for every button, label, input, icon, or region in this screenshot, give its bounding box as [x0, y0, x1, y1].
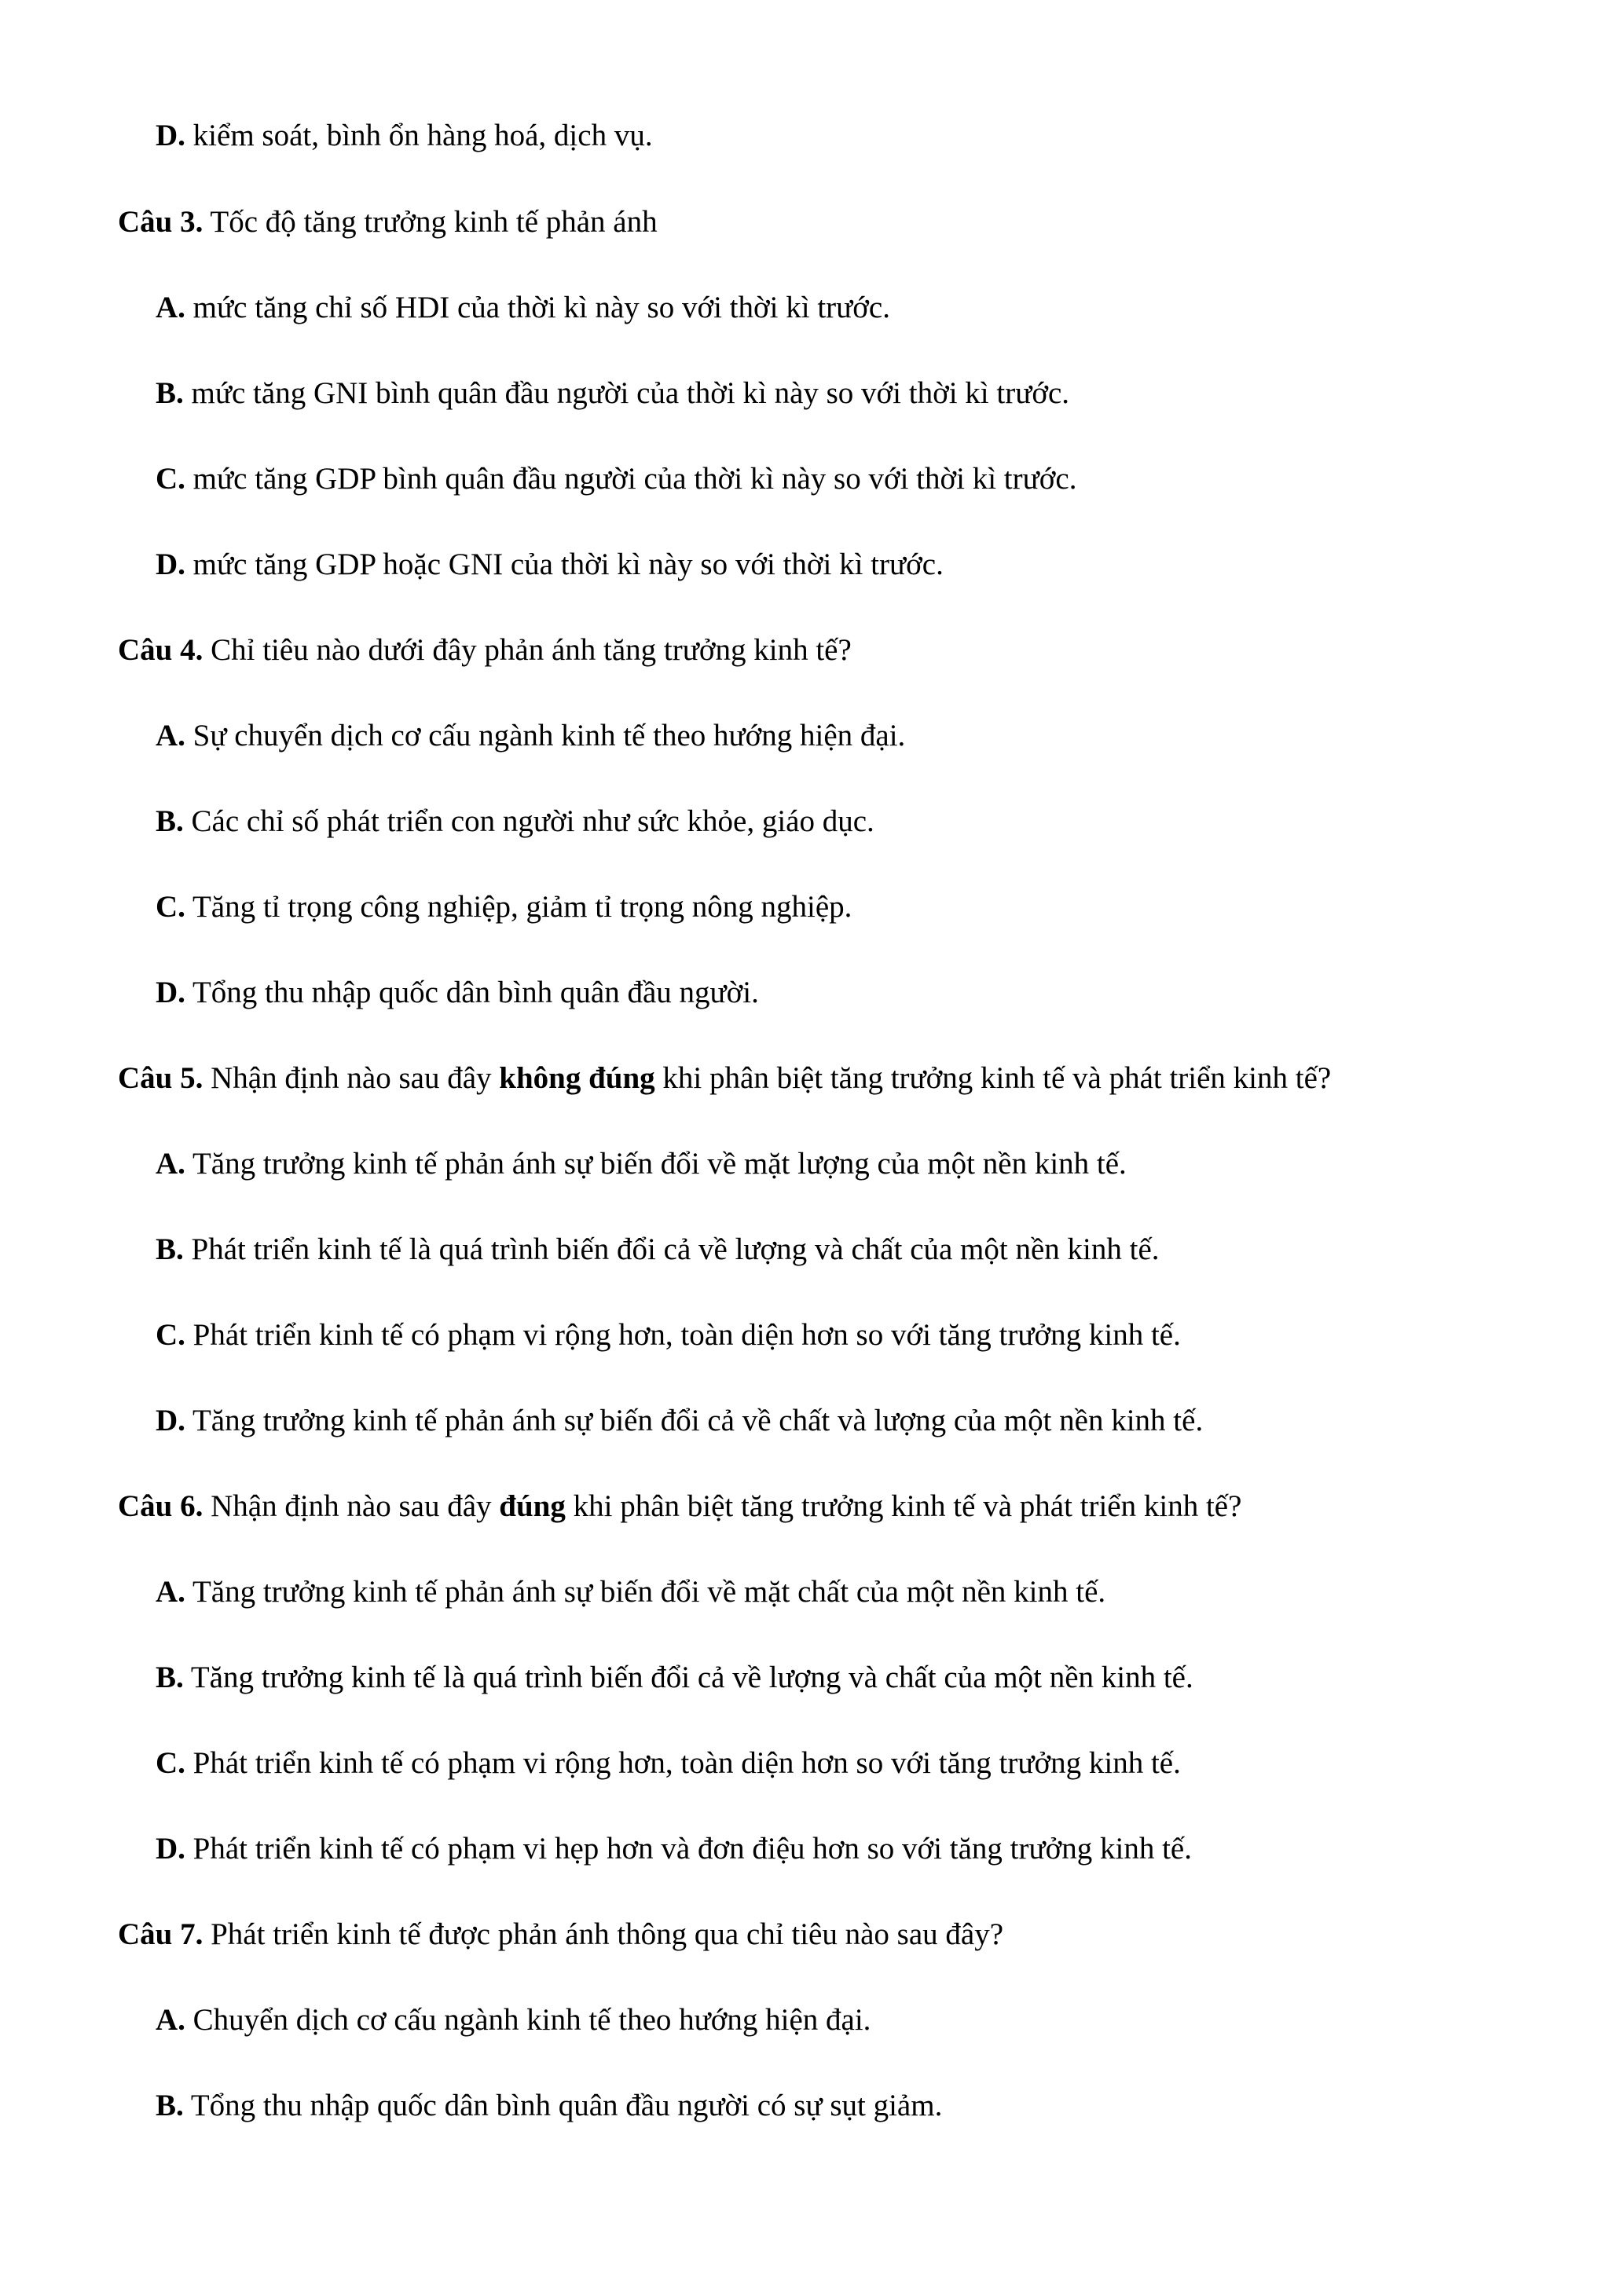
answer-option — [156, 1316, 1181, 1355]
option-label: D. — [156, 1832, 185, 1866]
option-label: D. — [156, 1404, 185, 1437]
answer-option — [156, 802, 874, 841]
answer-option — [156, 1829, 1192, 1869]
answer-option — [156, 888, 852, 927]
answer-option — [156, 973, 759, 1013]
question-text-before: Nhận định nào sau đây — [211, 1489, 492, 1523]
option-text: Phát triển kinh tế có phạm vi rộng hơn, toàn diện hơn so với tăng trưởng kinh tế. — [192, 1318, 1181, 1352]
answer-option — [156, 716, 905, 756]
option-text: Tăng trưởng kinh tế phản ánh sự biến đổi về mặt lượng của một nền kinh tế. — [192, 1147, 1127, 1181]
question-label: Câu 4. — [118, 633, 203, 667]
option-label: A. — [156, 2003, 185, 2037]
question-label: Câu 3. — [118, 205, 203, 239]
answer-option — [156, 545, 944, 584]
option-text: Tổng thu nhập quốc dân bình quân đầu người có sự sụt giảm. — [190, 2089, 943, 2122]
answer-option — [156, 1401, 1203, 1441]
option-label: C. — [156, 462, 185, 496]
option-text: Tăng trưởng kinh tế phản ánh sự biến đổi về mặt chất của một nền kinh tế. — [192, 1575, 1106, 1609]
option-text: Tổng thu nhập quốc dân bình quân đầu người. — [192, 976, 759, 1009]
option-label: A. — [156, 1147, 185, 1181]
option-label: B. — [156, 376, 184, 410]
question-heading — [118, 631, 852, 670]
option-label: D. — [156, 976, 185, 1009]
option-label: D. — [156, 547, 185, 581]
answer-option — [156, 1144, 1127, 1184]
option-label: B. — [156, 1232, 184, 1266]
option-text: kiểm soát, bình ổn hàng hoá, dịch vụ. — [192, 119, 653, 152]
option-label: C. — [156, 1746, 185, 1780]
option-label: A. — [156, 719, 185, 753]
question-text-after: khi phân biệt tăng trưởng kinh tế và phát triển kinh tế? — [573, 1489, 1242, 1523]
option-label: C. — [156, 1318, 185, 1352]
question-text-after: khi phân biệt tăng trưởng kinh tế và phát triển kinh tế? — [662, 1061, 1332, 1095]
answer-option — [156, 288, 890, 328]
option-text: Tăng trưởng kinh tế là quá trình biến đổi cả về lượng và chất của một nền kinh tế. — [190, 1661, 1193, 1694]
option-text: Tăng tỉ trọng công nghiệp, giảm tỉ trọng nông nghiệp. — [192, 890, 852, 924]
option-text: mức tăng GNI bình quân đầu người của thời kì này so với thời kì trước. — [191, 376, 1070, 410]
question-label: Câu 7. — [118, 1917, 203, 1951]
option-text: Sự chuyển dịch cơ cấu ngành kinh tế theo hướng hiện đại. — [192, 719, 906, 753]
option-label: B. — [156, 804, 184, 838]
option-label: B. — [156, 1661, 184, 1694]
option-label: A. — [156, 1575, 185, 1609]
question-label: Câu 6. — [118, 1489, 203, 1523]
option-text: Tăng trưởng kinh tế phản ánh sự biến đổi cả về chất và lượng của một nền kinh tế. — [192, 1404, 1204, 1437]
option-label: B. — [156, 2089, 184, 2122]
answer-option — [156, 1658, 1193, 1697]
question-text-before: Nhận định nào sau đây — [211, 1061, 492, 1095]
option-text: Chuyển dịch cơ cấu ngành kinh tế theo hướng hiện đại. — [192, 2003, 871, 2037]
answer-option — [156, 1230, 1160, 1269]
option-text: mức tăng GDP bình quân đầu người của thời kì này so với thời kì trước. — [192, 462, 1077, 496]
question-heading — [118, 203, 658, 242]
question-heading — [118, 1915, 1003, 1954]
question-heading — [118, 1059, 1331, 1098]
question-emphasis: không đúng — [499, 1061, 655, 1095]
answer-option — [156, 116, 653, 156]
question-label: Câu 5. — [118, 1061, 203, 1095]
option-label: A. — [156, 291, 185, 324]
option-label: C. — [156, 890, 185, 924]
answer-option — [156, 2001, 871, 2040]
option-text: Phát triển kinh tế có phạm vi rộng hơn, toàn diện hơn so với tăng trưởng kinh tế. — [192, 1746, 1181, 1780]
option-text: mức tăng GDP hoặc GNI của thời kì này so với thời kì trước. — [192, 547, 944, 581]
answer-option — [156, 460, 1076, 499]
option-text: mức tăng chỉ số HDI của thời kì này so với thời kì trước. — [192, 291, 890, 324]
question-text: Phát triển kinh tế được phản ánh thông qua chỉ tiêu nào sau đây? — [211, 1917, 1004, 1951]
option-text: Phát triển kinh tế là quá trình biến đổi cả về lượng và chất của một nền kinh tế. — [191, 1232, 1160, 1266]
option-text: Phát triển kinh tế có phạm vi hẹp hơn và đơn điệu hơn so với tăng trưởng kinh tế. — [192, 1832, 1192, 1866]
option-label: D. — [156, 119, 185, 152]
answer-option — [156, 374, 1069, 413]
question-emphasis: đúng — [499, 1489, 566, 1523]
question-text: Tốc độ tăng trưởng kinh tế phản ánh — [210, 205, 658, 239]
question-heading — [118, 1487, 1241, 1526]
answer-option — [156, 2086, 942, 2126]
option-text: Các chỉ số phát triển con người như sức khỏe, giáo dục. — [191, 804, 874, 838]
answer-option — [156, 1744, 1181, 1783]
question-text: Chỉ tiêu nào dưới đây phản ánh tăng trưởng kinh tế? — [211, 633, 852, 667]
answer-option — [156, 1573, 1105, 1612]
